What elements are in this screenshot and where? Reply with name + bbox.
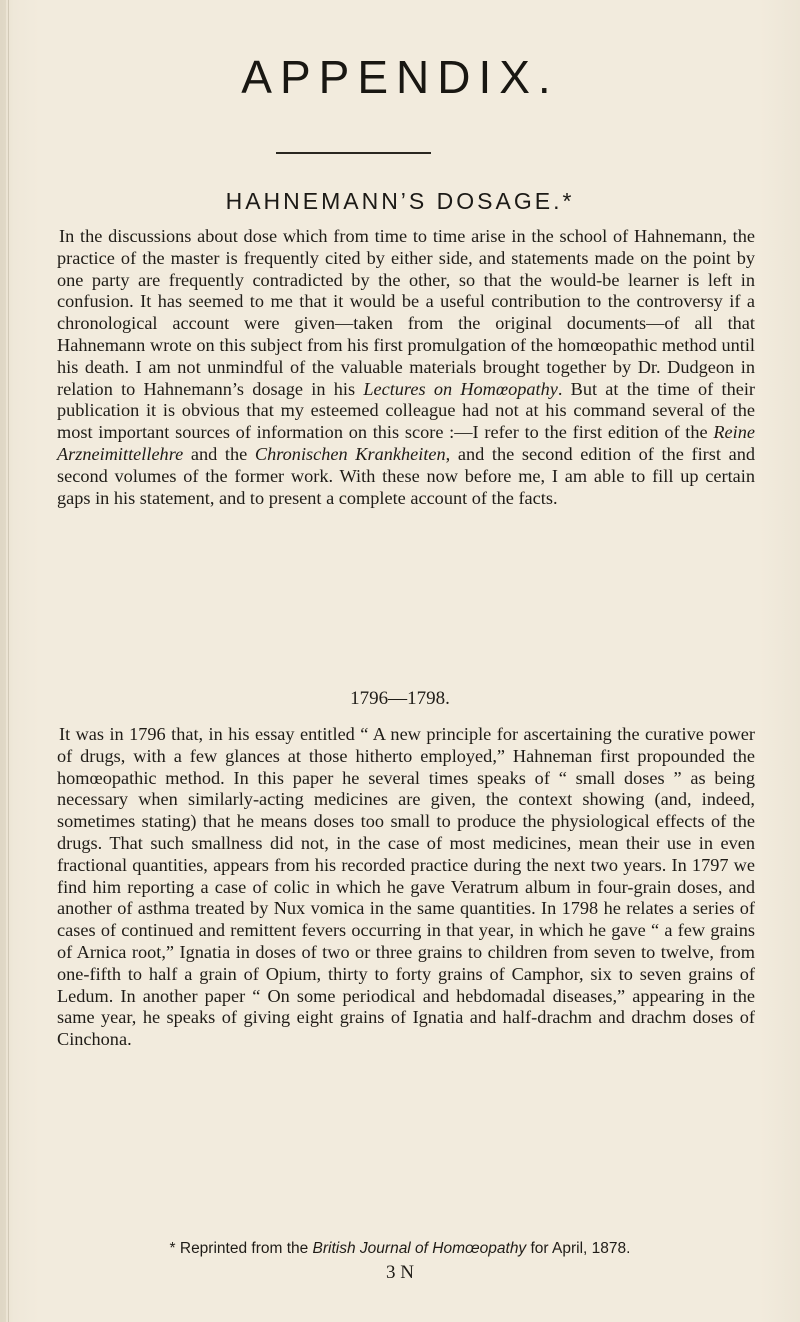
- intro-text-2: . But at the time of their publication it is obvious that my esteemed colleague had not at his command several of the most important sources of information on this score :—I refer to the first edition of the: [57, 378, 755, 443]
- title-divider: [276, 152, 431, 154]
- intro-paragraph: [57, 226, 755, 509]
- footnote-prefix: * Reprinted from the: [169, 1240, 313, 1257]
- intro-text-4: , and the second edition of the first and second volumes of the former work. With these now before me, I am able to fill up certain gaps in his statement, and to present a complete account of the facts.: [57, 443, 755, 508]
- section-title: HAHNEMANN’S DOSAGE.*: [225, 188, 575, 214]
- intro-text-1: In the discussions about dose which from time to time arise in the school of Hahnemann, the practice of the master is frequently cited by either side, and statements made on the point by one party are frequently contradicted by the other, so that the would-be learner is left in confusion. It has seemed to me that it would be a useful contribution to the controversy if a chronological account were given—taken from the original documents—of all that Hahnemann wrote on this subject from his first promulgation of the homœopathic method until his death. I am not unmindful of the valuable materials brought together by Dr. Dudgeon in relation to Hahnemann’s dosage in his: [57, 226, 755, 399]
- signature-mark: 3 N: [386, 1262, 414, 1283]
- history-paragraph: It was in 1796 that, in his essay entitled “ A new principle for ascertaining the curative power of drugs, with a few glances at those hitherto employed,” Hahneman first propounded the homœopathic method. In this paper he several times speaks of “ small doses ” as being necessary when similarly-acting medicines are given, the context showing (and, indeed, sometimes stating) that he means doses too small to produce the physiological effects of the drugs. That such smallness did not, in the case of most medicines, mean their use in even fractional quantities, appears from his recorded practice during the next two years. In 1797 we find him reporting a case of colic in which he gave Veratrum album in four-grain doses, and another of asthma treated by Nux vomica in the same quantities. In 1798 he relates a series of cases of continued and remittent fevers occurring in that year, in which he gave “ a few grains of Arnica root,” Ignatia in doses of two or three grains to children from seven to twelve, from one-fifth to half a grain of Opium, thirty to forty grains of Camphor, six to seven grains of Ledum. In another paper “ On some periodical and hebdomadal diseases,” appearing in the same year, he speaks of giving eight grains of Ignatia and half-drachm and drachm doses of Cinchona.: [57, 724, 755, 1050]
- intro-text-3: and the: [183, 443, 255, 464]
- intro-citation-lectures: Lectures on Homœopathy: [363, 378, 558, 399]
- footnote-journal: British Journal of Homœopathy: [312, 1240, 527, 1257]
- intro-citation-chronischen: Chronischen Krankheiten: [254, 443, 446, 464]
- period-heading: 1796—1798.: [350, 688, 450, 709]
- footnote: [0, 1240, 800, 1258]
- appendix-title: APPENDIX.: [241, 51, 559, 103]
- footnote-suffix: for April, 1878.: [526, 1240, 631, 1257]
- intro-citation-reine: Reine Arzneimittellehre: [57, 422, 755, 464]
